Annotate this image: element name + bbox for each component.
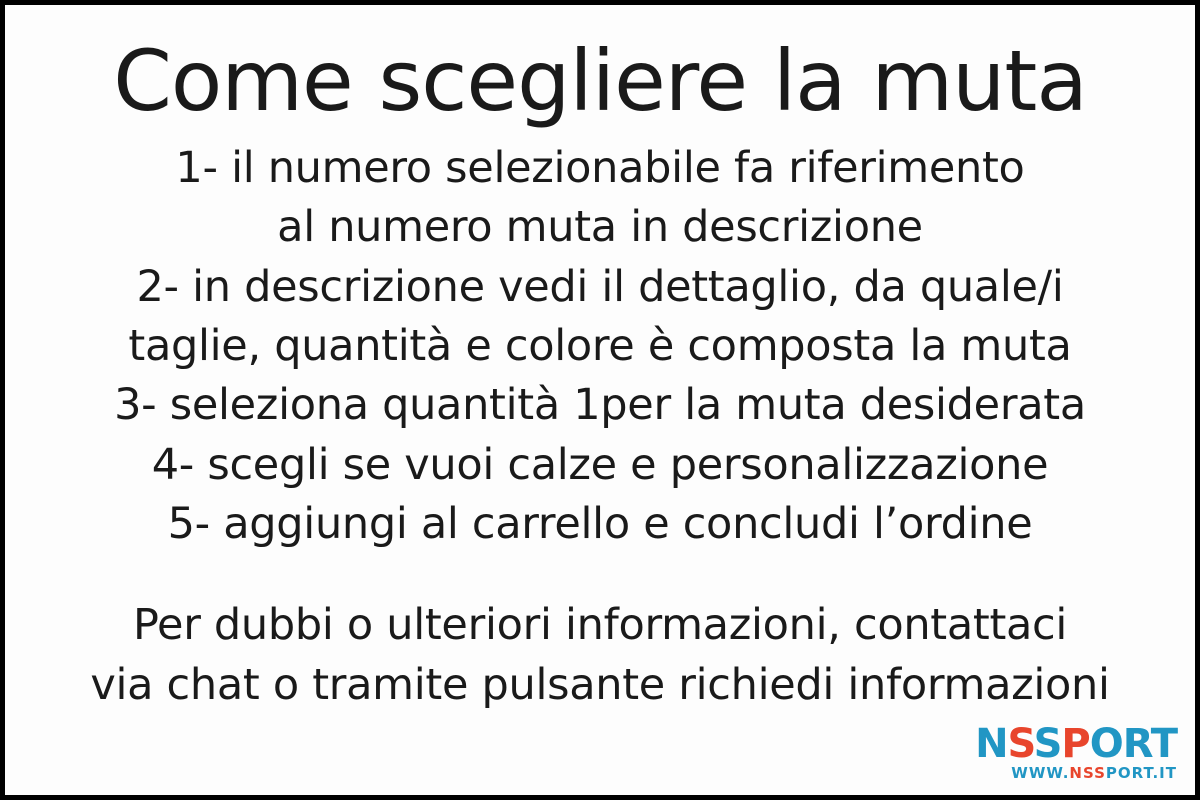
list-item: 4- scegli se vuoi calze e personalizzazione: [151, 439, 1049, 490]
logo-url-rest: PORT.IT: [1105, 764, 1177, 782]
logo-letters-ort: ORT: [1089, 721, 1177, 767]
footer-line: Per dubbi o ulteriori informazioni, contattaci: [132, 600, 1068, 651]
brand-logo: [975, 721, 1177, 782]
logo-letter-s1: S: [1007, 721, 1034, 767]
list-item: al numero muta in descrizione: [277, 202, 923, 253]
list-item: 2- in descrizione vedi il dettaglio, da quale/i: [136, 261, 1064, 312]
steps-list: [5, 139, 1195, 554]
logo-letter-n: N: [975, 721, 1008, 767]
list-item: 1- il numero selezionabile fa riferimento: [175, 143, 1025, 193]
page-title: Come scegliere la muta: [113, 32, 1087, 130]
logo-letter-p: P: [1061, 721, 1090, 767]
list-item: taglie, quantità e colore è composta la muta: [128, 320, 1072, 371]
logo-url-ns: NSS: [1069, 764, 1106, 782]
footer-line: via chat o tramite pulsante richiedi informazioni: [90, 659, 1110, 710]
footer-note: [5, 596, 1195, 715]
logo-url-www: WWW.: [1011, 764, 1070, 782]
logo-wordmark: [975, 721, 1177, 767]
list-item: 5- aggiungi al carrello e concludi l’ordine: [167, 498, 1033, 549]
list-item: 3- seleziona quantità 1per la muta desiderata: [114, 380, 1086, 431]
logo-url: [975, 766, 1177, 781]
card-content: [5, 5, 1195, 795]
logo-letter-s2: S: [1033, 721, 1062, 767]
